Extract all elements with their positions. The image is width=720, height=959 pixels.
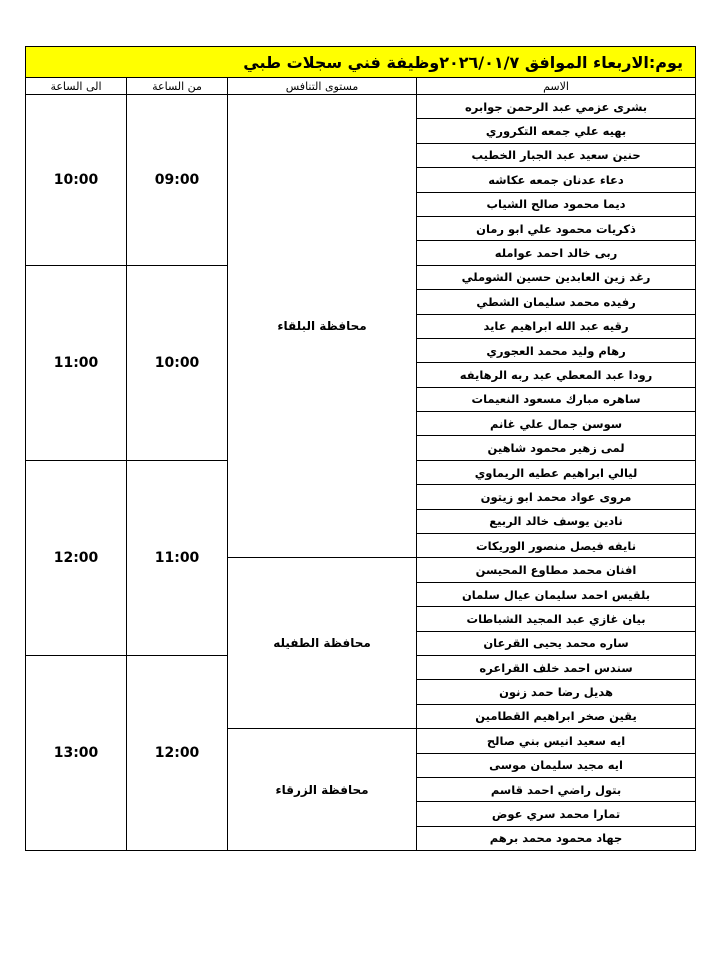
candidate-name: مروى عواد محمد ابو زيتون [417,485,696,509]
candidate-name: رغد زين العابدين حسين الشوملي [417,265,696,289]
candidate-name: ذكريات محمود علي ابو رمان [417,216,696,240]
title-row [26,47,696,78]
page-title: يوم:الاربعاء الموافق ٢٠٢٦/٠١/٧وظيفة فني سجلات طبي [26,47,696,78]
candidate-name: ليالي ابراهيم عطيه الريماوي [417,460,696,484]
candidate-name: رفيده محمد سليمان الشطي [417,290,696,314]
competition-level: محافظة البلقاء [228,95,417,558]
candidate-name: سندس احمد خلف القراعره [417,655,696,679]
candidate-name: ربى خالد احمد عوامله [417,241,696,265]
from-time: 11:00 [127,460,228,655]
schedule-table [25,46,696,851]
candidate-name: يقين صخر ابراهيم القطامين [417,704,696,728]
candidate-name: بتول راضي احمد قاسم [417,777,696,801]
to-time: 11:00 [26,265,127,460]
competition-level: محافظة الزرقاء [228,729,417,851]
candidate-name: لمى زهير محمود شاهين [417,436,696,460]
candidate-name: رقيه عبد الله ابراهيم عايد [417,314,696,338]
candidate-name: ساره محمد يحيى القرعان [417,631,696,655]
header-name: الاسم [417,78,696,95]
candidate-name: ديما محمود صالح الشياب [417,192,696,216]
candidate-name: رودا عبد المعطي عبد ربه الرهايفه [417,363,696,387]
candidate-name: ساهره مبارك مسعود النعيمات [417,387,696,411]
to-time: 13:00 [26,655,127,850]
header-to: الى الساعة [26,78,127,95]
to-time: 12:00 [26,460,127,655]
candidate-name: بلقيس احمد سليمان عيال سلمان [417,582,696,606]
header-from: من الساعة [127,78,228,95]
from-time: 10:00 [127,265,228,460]
candidate-name: جهاد محمود محمد برهم [417,826,696,850]
header-level: مستوى التنافس [228,78,417,95]
candidate-name: بهيه علي جمعه التكروري [417,119,696,143]
candidate-name: نايفه فيصل منصور الوريكات [417,534,696,558]
from-time: 12:00 [127,655,228,850]
candidate-name: بشرى عزمي عبد الرحمن جوابره [417,95,696,119]
candidate-name: هديل رضا حمد زنون [417,680,696,704]
from-time: 09:00 [127,95,228,266]
candidate-name: افنان محمد مطاوع المحيسن [417,558,696,582]
candidate-name: رهام وليد محمد العجوري [417,338,696,362]
candidate-name: ايه مجيد سليمان موسى [417,753,696,777]
candidate-name: سوسن جمال علي غانم [417,412,696,436]
to-time: 10:00 [26,95,127,266]
candidate-name: ايه سعيد انيس بني صالح [417,729,696,753]
competition-level: محافظة الطفيله [228,558,417,729]
table-row [26,95,696,119]
candidate-name: دعاء عدنان جمعه عكاشه [417,168,696,192]
candidate-name: بيان غازي عبد المجيد الشباطات [417,607,696,631]
candidate-name: تمارا محمد سري عوض [417,802,696,826]
header-row [26,78,696,95]
candidate-name: حنين سعيد عبد الجبار الخطيب [417,143,696,167]
candidate-name: نادين يوسف خالد الربيع [417,509,696,533]
